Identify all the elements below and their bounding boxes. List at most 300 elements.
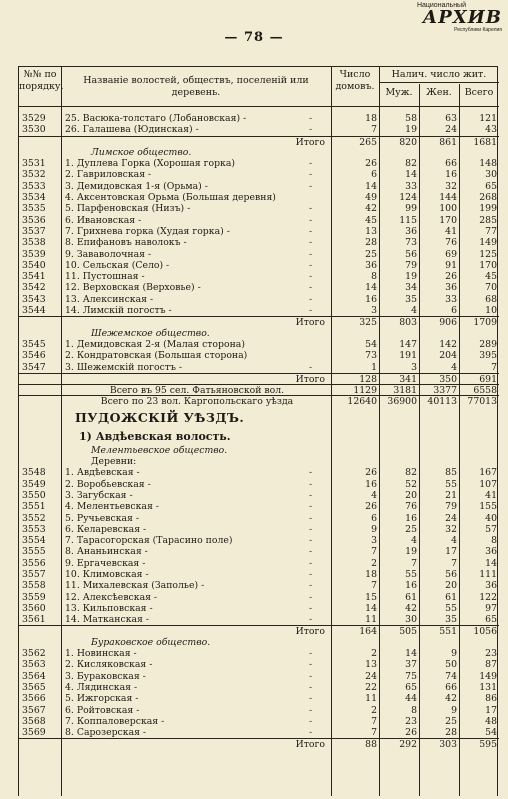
table-row [19,603,499,614]
row-number: 3557 [22,568,46,580]
total-count: 65 [485,180,497,192]
row-name: 26. Галашева (Юдинская) - [65,124,199,136]
dash-mark: - [309,225,313,237]
total-count: 1056 [473,626,497,638]
houses-count: 49 [365,192,377,204]
male-count: 147 [399,338,417,350]
female-count: 7 [451,557,457,569]
male-count: 61 [405,591,417,603]
row-number: 3555 [22,546,46,558]
total-count: 17 [485,704,497,716]
row-number: 3536 [22,214,46,226]
header-total: Всего [464,87,494,98]
row-number: 3562 [22,648,46,660]
male-count: 8 [411,704,417,716]
table-row [19,501,499,512]
female-count: 76 [445,237,457,249]
row-number: 3543 [22,293,46,305]
row-name: 3. Загубская - [65,489,133,501]
dash-mark: - [309,293,313,305]
table-row [19,362,499,373]
row-name: 8. Сарозерская - [65,727,147,739]
row-number: 3542 [22,282,46,294]
row-name: 1) Авдѣевская волость. [79,429,231,443]
dash-mark: - [309,180,313,192]
male-count: 115 [399,214,417,226]
table-row [19,260,499,271]
male-count: 16 [405,512,417,524]
houses-count: 11 [365,614,377,626]
row-number: 3537 [22,225,46,237]
dash-mark: - [309,704,313,716]
dash-mark: - [309,681,313,693]
stamp-line-2: АРХИВ [422,7,502,28]
row-name: 8. Епифановъ наволокъ - [65,237,187,249]
houses-count: 73 [365,350,377,362]
row-name: Всего въ 95 сел. Фатьяновской вол. [109,385,285,397]
table-row [19,535,499,546]
female-count: 24 [445,124,457,136]
male-count: 82 [405,158,417,170]
page-number: — 78 — [224,30,284,45]
female-count: 26 [445,271,457,283]
row-number: 3560 [22,602,46,614]
table-row [19,124,499,135]
female-count: 28 [445,727,457,739]
society-heading [19,328,499,339]
houses-count: 7 [371,727,377,739]
houses-count: 12640 [347,396,377,408]
table-row [19,648,499,659]
houses-count: 2 [371,557,377,569]
row-name: 7. Тарасогорская (Тарасино поле) [65,535,233,547]
subtotal-row [19,316,499,327]
total-count: 77013 [467,396,497,408]
houses-count: 2 [371,704,377,716]
total-count: 40 [485,512,497,524]
subtotal-row [19,373,499,384]
header-present: Налич. число жит. [379,69,499,83]
female-count: 4 [451,535,457,547]
dash-mark: - [309,478,313,490]
male-count: 75 [405,670,417,682]
female-count: 85 [445,467,457,479]
total-count: 23 [485,648,497,660]
table-row [19,237,499,248]
row-name: 2. Гавриловская - [65,169,152,181]
row-number: 3534 [22,192,46,204]
table-row [19,558,499,569]
subtotal-row [19,738,499,749]
total-count: 125 [479,248,497,260]
female-count: 91 [445,259,457,271]
row-name: 6. Ивановская - [65,214,142,226]
dash-mark: - [309,546,313,558]
female-count: 906 [439,317,457,329]
row-number: 3565 [22,681,46,693]
dash-mark: - [309,535,313,547]
total-count: 111 [479,568,497,580]
male-count: 341 [399,373,417,385]
houses-count: 9 [371,523,377,535]
houses-count: 14 [365,282,377,294]
houses-count: 7 [371,715,377,727]
female-count: 50 [445,659,457,671]
houses-count: 3 [371,535,377,547]
dash-mark: - [309,271,313,283]
table-row [19,592,499,603]
male-count: 3 [411,361,417,373]
dash-mark: - [309,648,313,660]
total-count: 107 [479,478,497,490]
houses-count: 3 [371,305,377,317]
female-count: 55 [445,602,457,614]
total-count: 30 [485,169,497,181]
dash-mark: - [309,715,313,727]
table-row [19,671,499,682]
male-count: 25 [405,523,417,535]
dash-mark: - [309,282,313,294]
houses-count: 265 [359,136,377,148]
total-count: 691 [479,373,497,385]
male-count: 20 [405,489,417,501]
row-name: Бураковское общество. [91,636,211,648]
total-count: 68 [485,293,497,305]
total-count: 131 [479,681,497,693]
table-row [19,490,499,501]
row-name: 13. Кильповская - [65,602,153,614]
male-count: 36900 [387,396,417,408]
table-row [19,113,499,124]
houses-count: 6 [371,512,377,524]
table-row [19,569,499,580]
dash-mark: - [309,591,313,603]
total-count: 148 [479,158,497,170]
table-row [19,659,499,670]
row-name: 25. Васюка-толстаго (Лобановская) - [65,113,247,124]
female-count: 3377 [433,385,457,397]
row-name: Итого [295,317,325,329]
dash-mark: - [309,305,313,317]
total-count: 595 [479,739,497,751]
row-name: 4. Лядинская - [65,681,138,693]
header-number: №№ по порядку. [19,69,64,92]
dash-mark: - [309,113,313,124]
header-female: Жен. [426,87,452,98]
dash-mark: - [309,214,313,226]
total-count: 41 [485,489,497,501]
total-count: 14 [485,557,497,569]
total-count: 170 [479,259,497,271]
row-name: 8. Ананьинская - [65,546,148,558]
houses-count: 22 [365,681,377,693]
female-count: 63 [445,113,457,124]
female-count: 74 [445,670,457,682]
houses-count: 325 [359,317,377,329]
houses-count: 128 [359,373,377,385]
table-row [19,226,499,237]
row-name: Итого [295,739,325,751]
dash-mark: - [309,602,313,614]
total-count: 45 [485,271,497,283]
row-number: 3553 [22,523,46,535]
table-row [19,158,499,169]
houses-count: 1 [371,361,377,373]
dash-mark: - [309,670,313,682]
male-count: 35 [405,293,417,305]
female-count: 69 [445,248,457,260]
table-row [19,693,499,704]
row-number: 3532 [22,169,46,181]
male-count: 58 [405,113,417,124]
total-count: 36 [485,580,497,592]
dash-mark: - [309,512,313,524]
male-count: 23 [405,715,417,727]
total-count: 7 [491,361,497,373]
male-count: 191 [399,350,417,362]
female-count: 142 [439,338,457,350]
total-count: 149 [479,670,497,682]
row-name: 9. Ергачевская - [65,557,146,569]
table-row [19,705,499,716]
dash-mark: - [309,237,313,249]
table-row [19,181,499,192]
table-row [19,479,499,490]
houses-count: 18 [365,568,377,580]
total-count: 1681 [473,136,497,148]
houses-count: 15 [365,591,377,603]
houses-count: 88 [365,739,377,751]
houses-count: 13 [365,659,377,671]
total-count: 65 [485,614,497,626]
table-row [19,203,499,214]
row-name: 2. Воробьевская - [65,478,151,490]
male-count: 34 [405,282,417,294]
society-heading [19,637,499,648]
society-heading [19,445,499,456]
row-name: Итого [295,373,325,385]
houses-count: 1129 [353,385,377,397]
row-name: ПУДОЖСКІЙ УѢЗДЪ. [75,409,245,425]
dash-mark: - [309,259,313,271]
dash-mark: - [309,489,313,501]
dash-mark: - [309,158,313,170]
female-count: 6 [451,305,457,317]
total-count: 77 [485,225,497,237]
houses-count: 26 [365,467,377,479]
row-number: 3539 [22,248,46,260]
male-count: 26 [405,727,417,739]
female-count: 61 [445,591,457,603]
stamp-line-3: Республики Карелия [454,27,502,33]
female-count: 36 [445,282,457,294]
female-count: 17 [445,546,457,558]
table-row [19,249,499,260]
table-row [19,682,499,693]
total-count: 36 [485,546,497,558]
houses-count: 6 [371,169,377,181]
row-number: 3548 [22,467,46,479]
row-name: 12. Алексѣевская - [65,591,158,603]
dash-mark: - [309,248,313,260]
row-number: 3558 [22,580,46,592]
houses-count: 42 [365,203,377,215]
houses-count: 16 [365,293,377,305]
table-row [19,192,499,203]
table-row [19,169,499,180]
male-count: 99 [405,203,417,215]
row-name: 3. Бураковская - [65,670,146,682]
female-count: 861 [439,136,457,148]
total-count: 6558 [473,385,497,397]
row-name: Итого [295,626,325,638]
row-name: 1. Авдѣевская - [65,467,140,479]
row-number: 3563 [22,659,46,671]
total-count: 167 [479,467,497,479]
houses-count: 28 [365,237,377,249]
table-row [19,580,499,591]
table-body [19,113,499,750]
dash-mark: - [309,124,313,136]
female-count: 42 [445,693,457,705]
row-number: 3538 [22,237,46,249]
female-count: 170 [439,214,457,226]
row-name: 2. Кондратовская (Большая сторона) [65,350,248,362]
male-count: 82 [405,467,417,479]
table-row [19,282,499,293]
row-number: 3540 [22,259,46,271]
district-heading [19,407,499,429]
row-number: 3545 [22,338,46,350]
female-count: 55 [445,478,457,490]
female-count: 204 [439,350,457,362]
row-name: 14. Матканская - [65,614,150,626]
header-name: Названіе волостей, обществъ, поселеній или деревень. [83,75,309,98]
row-number: 3535 [22,203,46,215]
row-name: 4. Аксентовская Орьма (Большая деревня) [65,192,276,204]
female-count: 66 [445,158,457,170]
row-name: 5. Парфеновская (Низъ) - [65,203,191,215]
male-count: 124 [399,192,417,204]
table-row [19,524,499,535]
dash-mark: - [309,659,313,671]
male-count: 56 [405,248,417,260]
row-name: 4. Мелентьевская - [65,501,159,513]
houses-count: 14 [365,180,377,192]
total-count: 57 [485,523,497,535]
houses-count: 4 [371,489,377,501]
row-name: 3. Шежемскій погостъ - [65,361,182,373]
male-count: 505 [399,626,417,638]
row-number: 3546 [22,350,46,362]
row-number: 3567 [22,704,46,716]
female-count: 32 [445,180,457,192]
table-row [19,271,499,282]
row-name: 2. Кисляковская - [65,659,153,671]
total-count: 10 [485,305,497,317]
row-name: 1. Новинская - [65,648,137,660]
dash-mark: - [309,203,313,215]
total-count: 70 [485,282,497,294]
dash-mark: - [309,501,313,513]
table-row [19,614,499,625]
male-count: 803 [399,317,417,329]
male-count: 42 [405,602,417,614]
male-count: 14 [405,648,417,660]
row-name: 10. Сельская (Село) - [65,259,170,271]
total-count: 8 [491,535,497,547]
male-count: 4 [411,535,417,547]
houses-count: 45 [365,214,377,226]
row-name: 7. Грихнева горка (Худая горка) - [65,225,230,237]
male-count: 33 [405,180,417,192]
houses-count: 54 [365,338,377,350]
total-count: 43 [485,124,497,136]
male-count: 3181 [393,385,417,397]
male-count: 52 [405,478,417,490]
male-count: 4 [411,305,417,317]
total-count: 289 [479,338,497,350]
female-count: 350 [439,373,457,385]
dash-mark: - [309,727,313,739]
female-count: 24 [445,512,457,524]
total-count: 97 [485,602,497,614]
houses-count: 24 [365,670,377,682]
table-row [19,339,499,350]
female-count: 35 [445,614,457,626]
total-count: 121 [479,113,497,124]
dash-mark: - [309,361,313,373]
houses-count: 7 [371,546,377,558]
houses-count: 2 [371,648,377,660]
total-count: 122 [479,591,497,603]
female-count: 16 [445,169,457,181]
stamp-line-1: Национальный [416,2,466,9]
female-count: 41 [445,225,457,237]
female-count: 303 [439,739,457,751]
houses-count: 36 [365,259,377,271]
row-name: 6. Келаревская - [65,523,147,535]
male-count: 820 [399,136,417,148]
row-name: 11. Пустошная - [65,271,145,283]
table-row [19,546,499,557]
male-count: 44 [405,693,417,705]
row-name: 1. Дуплева Горка (Хорошая горка) [65,158,235,170]
female-count: 56 [445,568,457,580]
female-count: 144 [439,192,457,204]
male-count: 19 [405,124,417,136]
houses-count: 7 [371,580,377,592]
female-count: 25 [445,715,457,727]
total-count: 149 [479,237,497,249]
header-male: Муж. [385,87,413,98]
female-count: 40113 [427,396,457,408]
female-count: 33 [445,293,457,305]
row-name: Деревни: [91,456,137,468]
male-count: 65 [405,681,417,693]
row-name: 9. Зававолочная - [65,248,152,260]
houses-count: 26 [365,501,377,513]
female-count: 9 [451,704,457,716]
total-count: 54 [485,727,497,739]
row-number: 3564 [22,670,46,682]
row-number: 3549 [22,478,46,490]
row-name: Шежемское общество. [91,327,210,339]
female-count: 79 [445,501,457,513]
male-count: 55 [405,568,417,580]
row-number: 3561 [22,614,46,626]
total-count: 395 [479,350,497,362]
